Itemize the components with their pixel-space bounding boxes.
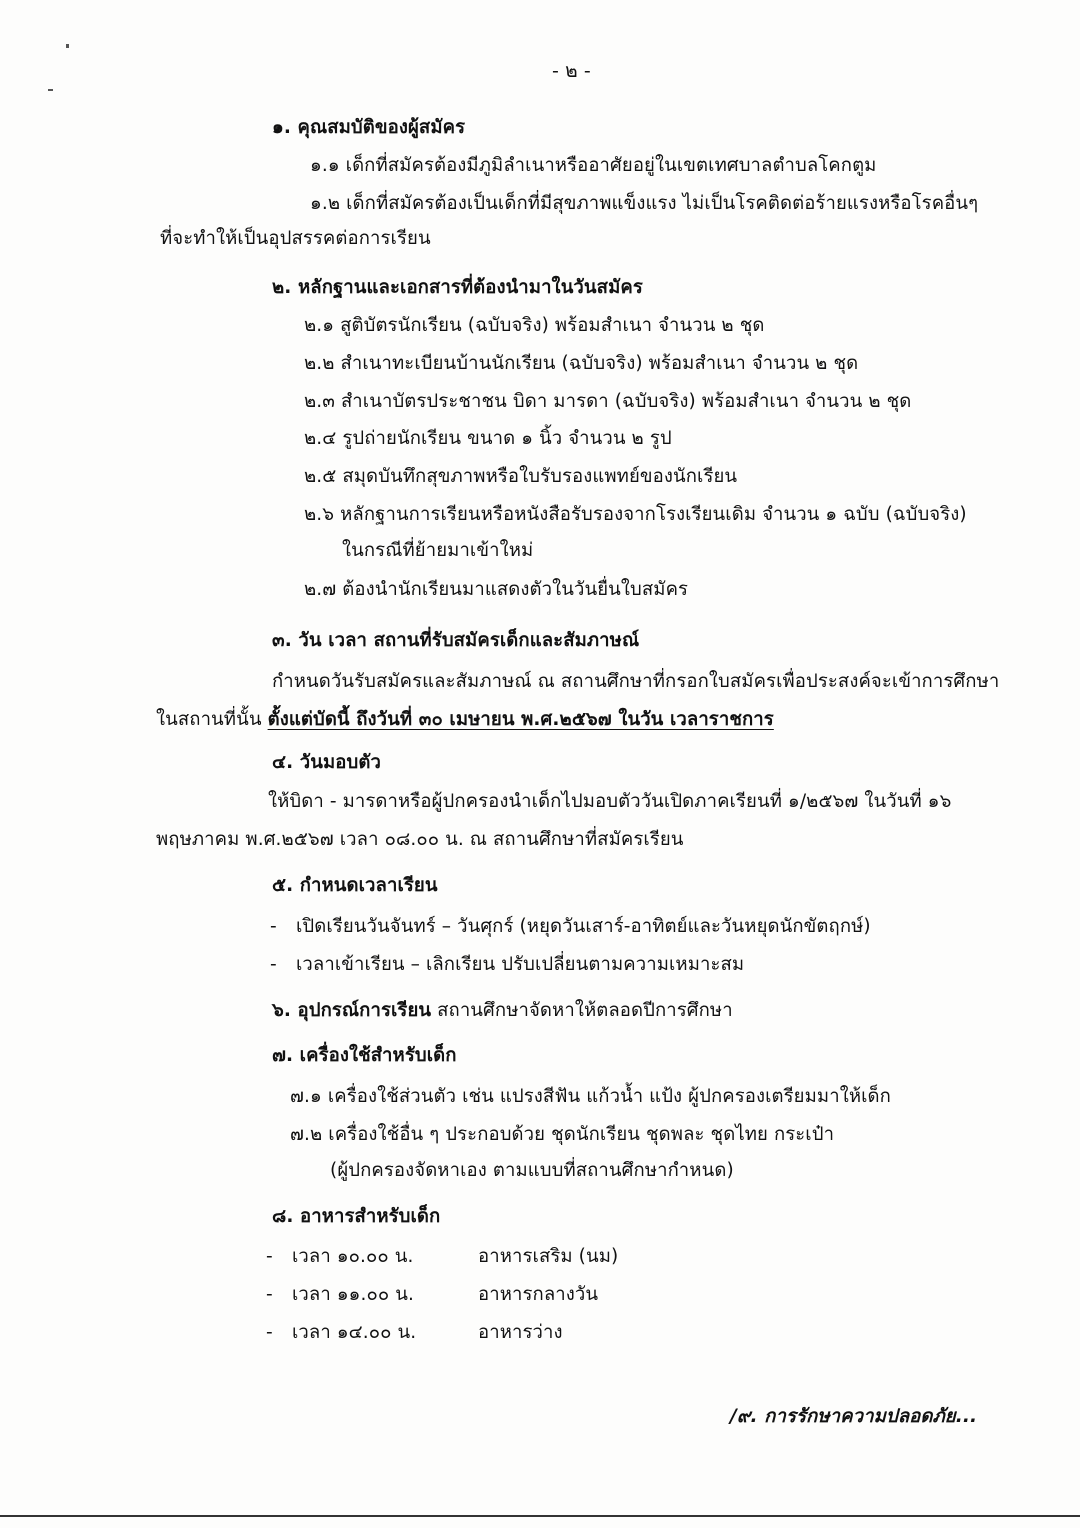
meal-row-dash: - xyxy=(266,1246,273,1267)
meal-row-time: เวลา ๑๑.๐๐ น. xyxy=(292,1284,414,1305)
section-7-item-2: ๗.๒ เครื่องใช้อื่น ๆ ประกอบด้วย ชุดนักเรียน ชุดพละ ชุดไทย กระเป๋า xyxy=(290,1124,835,1145)
meal-row-time: เวลา ๑๐.๐๐ น. xyxy=(292,1246,414,1267)
section-6-line xyxy=(272,1002,733,1021)
meal-row-meal: อาหารเสริม (นม) xyxy=(478,1246,619,1267)
section-3-date-range: ตั้งแต่บัดนี้ ถึงวันที่ ๓๐ เมษายน พ.ศ.๒๕๖๗ ในวัน เวลาราชการ xyxy=(267,709,774,730)
section-1-item-1: ๑.๑ เด็กที่สมัครต้องมีภูมิลำเนาหรืออาศัยอยู่ในเขตเทศบาลตำบลโคกตูม xyxy=(310,155,877,176)
section-4-line-2: พฤษภาคม พ.ศ.๒๕๖๗ เวลา ๐๘.๐๐ น. ณ สถานศึกษาที่สมัครเรียน xyxy=(156,829,684,850)
section-5-item-2: เวลาเข้าเรียน – เลิกเรียน ปรับเปลี่ยนตามความเหมาะสม xyxy=(296,954,745,975)
bottom-rule xyxy=(0,1515,1080,1517)
meal-row-dash: - xyxy=(266,1322,273,1343)
scan-mark-tick xyxy=(48,89,53,91)
section-2-item: ๒.๗ ต้องนำนักเรียนมาแสดงตัวในวันยื่นใบสมัคร xyxy=(304,579,689,600)
section-7-item-1: ๗.๑ เครื่องใช้ส่วนตัว เช่น แปรงสีฟัน แก้วน้ำ แป้ง ผู้ปกครองเตรียมมาให้เด็ก xyxy=(290,1086,891,1107)
section-3-line-2-plain: ในสถานที่นั้น xyxy=(156,709,262,730)
section-1-heading: ๑. คุณสมบัติของผู้สมัคร xyxy=(272,117,466,138)
page-number: - ๒ - xyxy=(552,60,591,82)
section-1-item-2-continued: ที่จะทำให้เป็นอุปสรรคต่อการเรียน xyxy=(160,228,431,249)
section-2-heading: ๒. หลักฐานและเอกสารที่ต้องนำมาในวันสมัคร xyxy=(272,277,643,298)
continuation-note: /๙. การรักษาความปลอดภัย... xyxy=(730,1406,978,1427)
section-5-heading: ๕. กำหนดเวลาเรียน xyxy=(272,875,438,896)
meal-row-dash: - xyxy=(266,1284,273,1305)
scan-mark-dot xyxy=(66,44,69,48)
section-8-heading: ๘. อาหารสำหรับเด็ก xyxy=(272,1206,441,1227)
section-6-heading: ๖. อุปกรณ์การเรียน xyxy=(272,1000,432,1021)
section-5-bullet: - xyxy=(270,954,277,975)
section-3-heading: ๓. วัน เวลา สถานที่รับสมัครเด็กและสัมภาษณ์ xyxy=(272,630,640,651)
section-2-item: ๒.๔ รูปถ่ายนักเรียน ขนาด ๑ นิ้ว จำนวน ๒ รูป xyxy=(304,428,672,449)
meal-row-time: เวลา ๑๔.๐๐ น. xyxy=(292,1322,417,1343)
section-2-item-continued: ในกรณีที่ย้ายมาเข้าใหม่ xyxy=(342,540,534,561)
section-1-item-2: ๑.๒ เด็กที่สมัครต้องเป็นเด็กที่มีสุขภาพแข็งแรง ไม่เป็นโรคติดต่อร้ายแรงหรือโรคอื่นๆ xyxy=(310,193,979,214)
section-4-heading: ๔. วันมอบตัว xyxy=(272,752,381,773)
section-5-item-1: เปิดเรียนวันจันทร์ – วันศุกร์ (หยุดวันเสาร์-อาทิตย์และวันหยุดนักขัตฤกษ์) xyxy=(296,916,871,937)
section-5-bullet: - xyxy=(270,916,277,937)
section-3-line-1: กำหนดวันรับสมัครและสัมภาษณ์ ณ สถานศึกษาที่กรอกใบสมัครเพื่อประสงค์จะเข้าการศึกษา xyxy=(272,671,1000,692)
section-7-item-2-continued: (ผู้ปกครองจัดหาเอง ตามแบบที่สถานศึกษากำหนด) xyxy=(330,1160,734,1181)
section-6-text: สถานศึกษาจัดหาให้ตลอดปีการศึกษา xyxy=(437,1000,733,1021)
section-3-line-2 xyxy=(156,711,774,730)
section-4-line-1: ให้บิดา - มารดาหรือผู้ปกครองนำเด็กไปมอบตัววันเปิดภาคเรียนที่ ๑/๒๕๖๗ ในวันที่ ๑๖ xyxy=(268,791,952,812)
meal-row-meal: อาหารว่าง xyxy=(478,1322,563,1343)
section-2-item: ๒.๑ สูติบัตรนักเรียน (ฉบับจริง) พร้อมสำเนา จำนวน ๒ ชุด xyxy=(304,315,765,336)
meal-row-meal: อาหารกลางวัน xyxy=(478,1284,599,1305)
section-7-heading: ๗. เครื่องใช้สำหรับเด็ก xyxy=(272,1045,457,1066)
section-2-item: ๒.๒ สำเนาทะเบียนบ้านนักเรียน (ฉบับจริง) พร้อมสำเนา จำนวน ๒ ชุด xyxy=(304,353,859,374)
section-2-item: ๒.๕ สมุดบันทึกสุขภาพหรือใบรับรองแพทย์ของนักเรียน xyxy=(304,466,738,487)
section-2-item: ๒.๓ สำเนาบัตรประชาชน บิดา มารดา (ฉบับจริง) พร้อมสำเนา จำนวน ๒ ชุด xyxy=(304,391,912,412)
section-2-item: ๒.๖ หลักฐานการเรียนหรือหนังสือรับรองจากโรงเรียนเดิม จำนวน ๑ ฉบับ (ฉบับจริง) xyxy=(304,504,967,525)
